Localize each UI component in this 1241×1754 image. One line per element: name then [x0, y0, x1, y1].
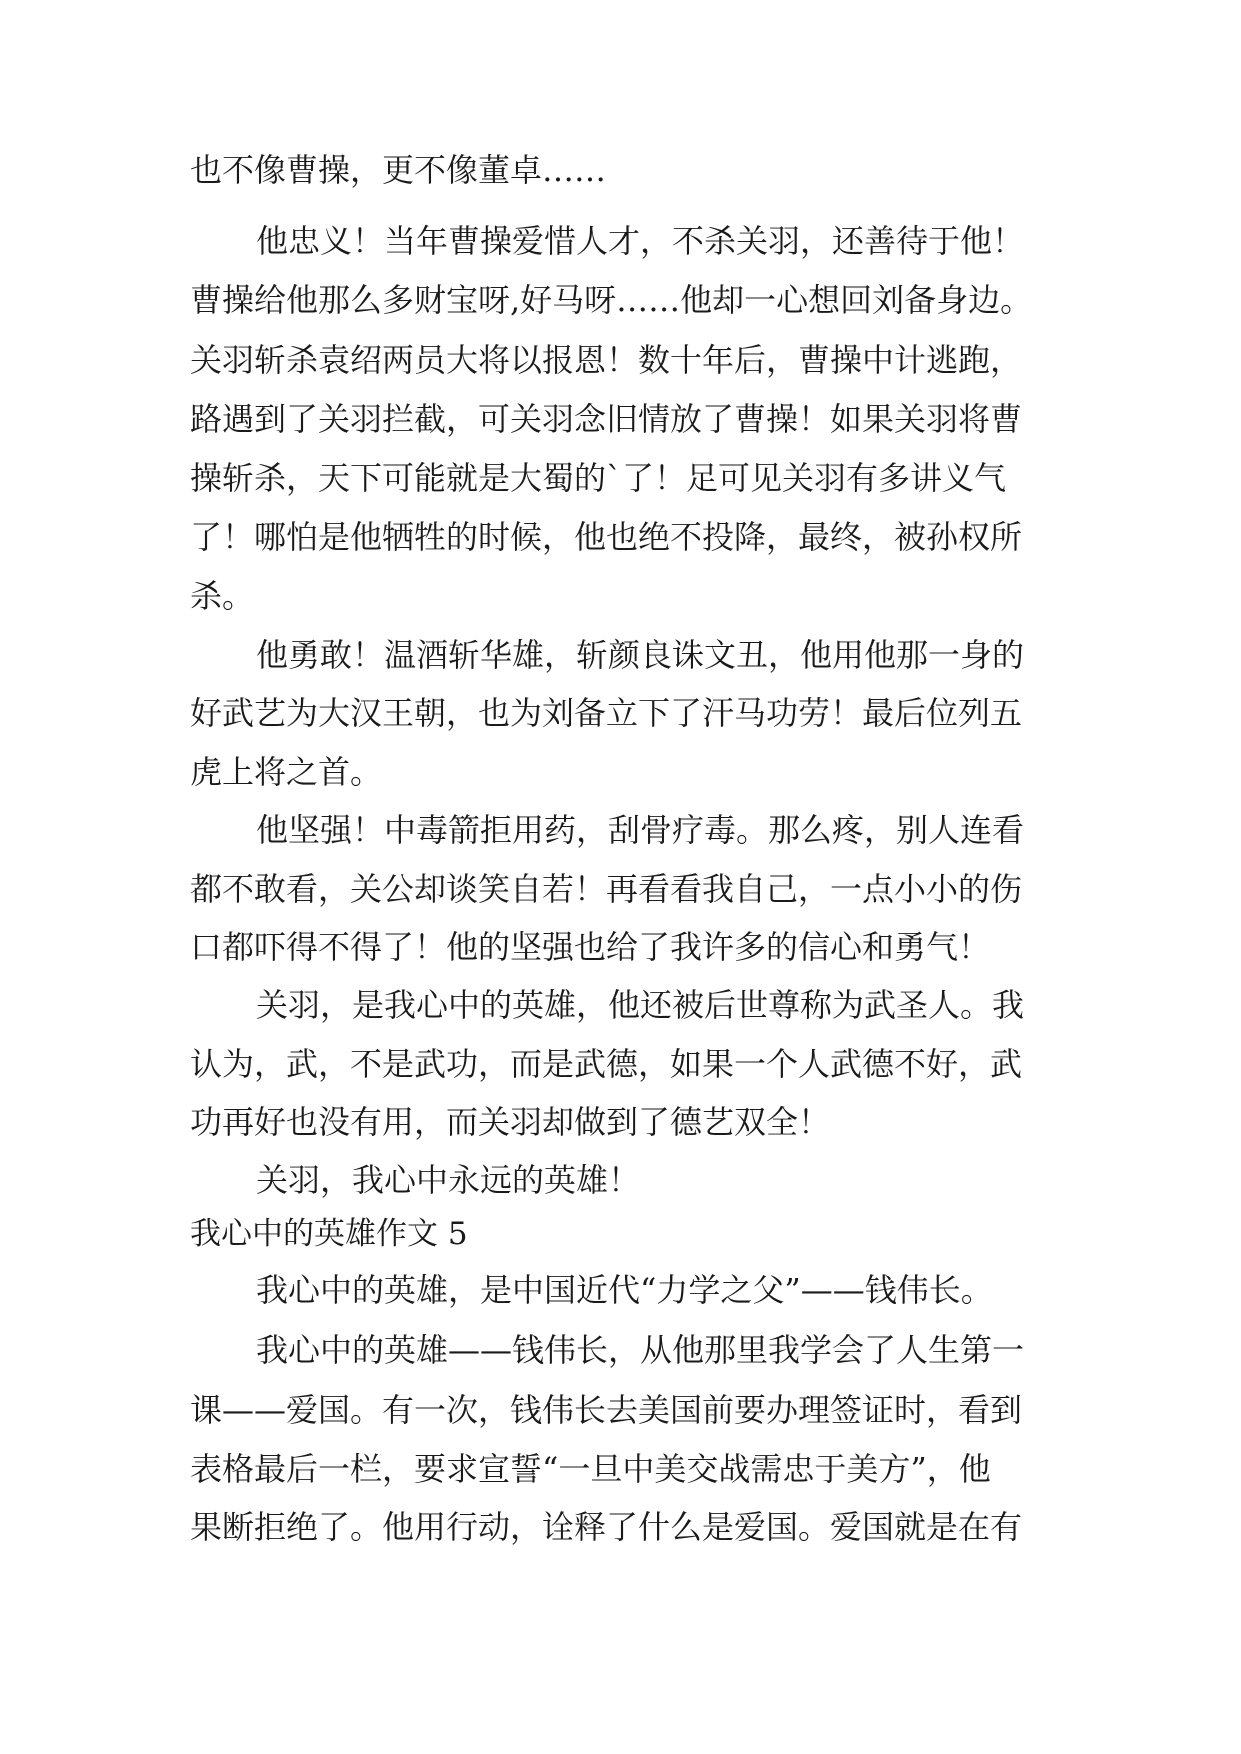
text-line: 功再好也没有用，而关羽却做到了德艺双全！	[190, 1103, 831, 1141]
text-line: 都不敢看，关公却谈笑自若！再看看我自己，一点小小的伤	[190, 870, 1023, 908]
paragraph-start: 关羽，我心中永远的英雄！	[256, 1161, 641, 1199]
paragraph-start: 我心中的英雄——钱伟长，从他那里我学会了人生第一	[256, 1331, 1025, 1369]
text-line: 路遇到了关羽拦截，可关羽念旧情放了曹操！如果关羽将曹	[190, 400, 1023, 438]
text-line: 课——爱国。有一次，钱伟长去美国前要办理签证时，看到	[190, 1391, 1023, 1429]
text-line: 杀。	[190, 577, 255, 615]
text-line: 果断拒绝了。他用行动，诠释了什么是爱国。爱国就是在有	[190, 1508, 1023, 1546]
text-line: 操斩杀，天下可能就是大蜀的`了！足可见关羽有多讲义气	[190, 459, 1007, 497]
paragraph-start: 关羽，是我心中的英雄，他还被后世尊称为武圣人。我	[256, 986, 1025, 1024]
section-heading: 我心中的英雄作文 5	[190, 1216, 468, 1252]
text-line: 虎上将之首。	[190, 753, 383, 791]
text-line: 口都吓得不得了！他的坚强也给了我许多的信心和勇气！	[190, 928, 991, 966]
paragraph-start: 他勇敢！温酒斩华雄，斩颜良诛文丑，他用他那一身的	[256, 636, 1025, 674]
text-line: 了！哪怕是他牺牲的时候，他也绝不投降，最终，被孙权所	[190, 518, 1023, 556]
text-line: 认为，武，不是武功，而是武德，如果一个人武德不好，武	[190, 1045, 1023, 1083]
text-line: 好武艺为大汉王朝，也为刘备立下了汗马功劳！最后位列五	[190, 694, 1023, 732]
paragraph-start: 我心中的英雄，是中国近代“力学之父”——钱伟长。	[256, 1271, 993, 1309]
paragraph-start: 他坚强！中毒箭拒用药，刮骨疗毒。那么疼，别人连看	[256, 811, 1025, 849]
paragraph-start: 他忠义！当年曹操爱惜人才，不杀关羽，还善待于他！	[256, 222, 1025, 260]
text-line: 表格最后一栏，要求宣誓“一旦中美交战需忠于美方”，他	[190, 1450, 991, 1488]
text-line: 曹操给他那么多财宝呀,好马呀……他却一心想回刘备身边。	[190, 281, 1033, 319]
text-line: 关羽斩杀袁绍两员大将以报恩！数十年后，曹操中计逃跑，	[190, 341, 1023, 379]
text-line: 也不像曹操，更不像董卓……	[190, 151, 607, 189]
